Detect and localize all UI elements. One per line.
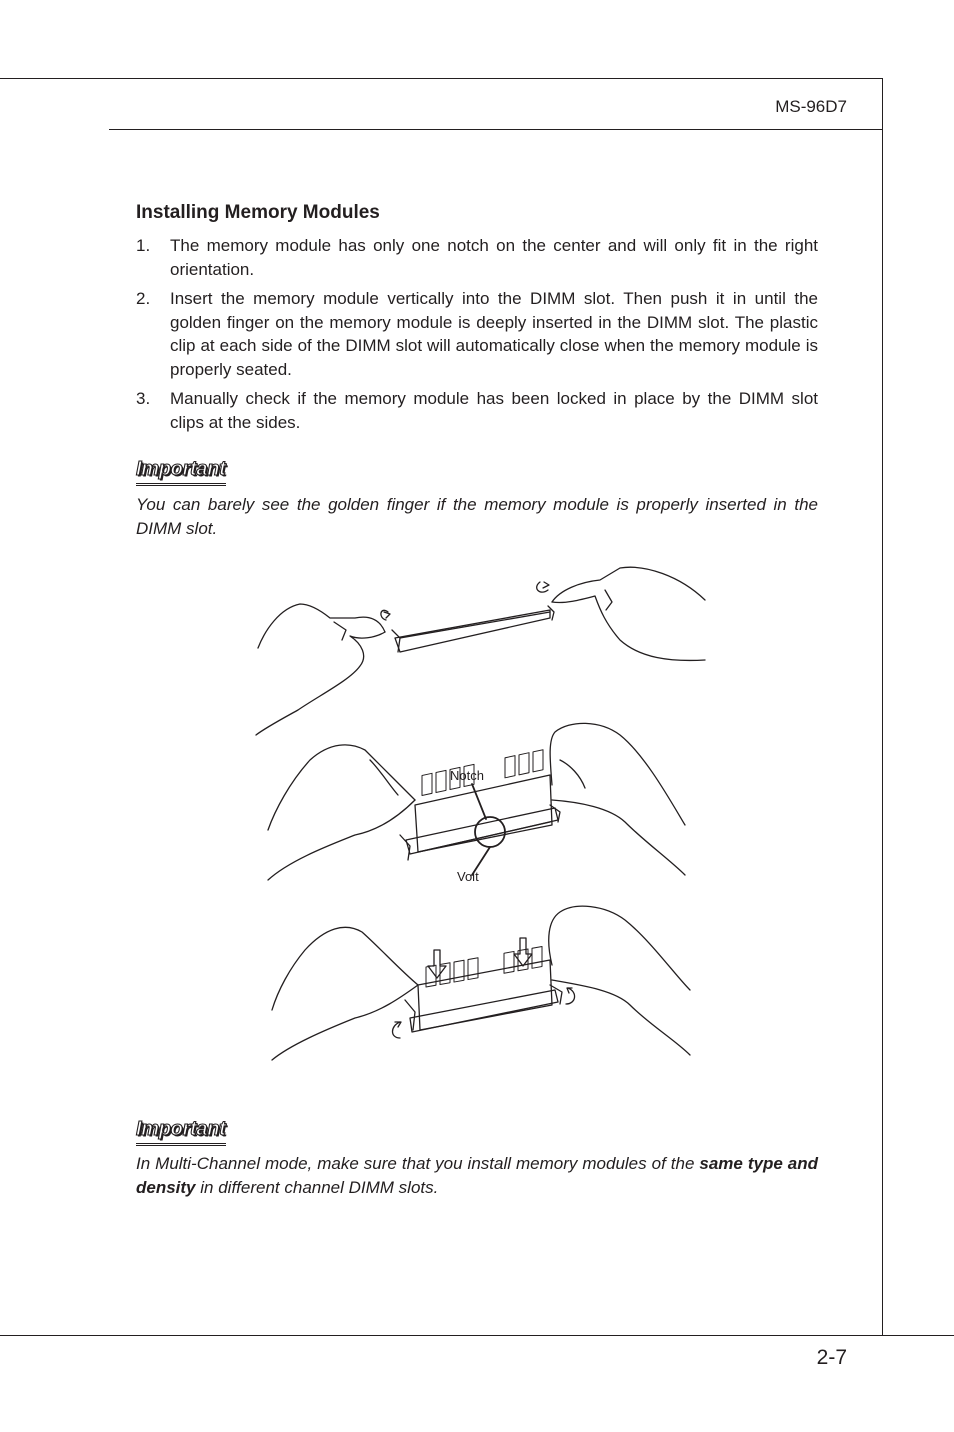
module-alignment-drawing xyxy=(268,723,685,880)
step-number: 3. xyxy=(136,389,151,408)
note-emphasis: same type and density xyxy=(136,1154,819,1197)
footer-rule xyxy=(0,1335,954,1336)
installation-section xyxy=(136,200,818,440)
important-note xyxy=(136,1152,818,1199)
open-slot-drawing xyxy=(256,567,705,735)
step-item xyxy=(136,387,818,434)
top-rule xyxy=(0,78,883,79)
step-text: The memory module has only one notch on the center and will only fit in the right orientation. xyxy=(170,236,818,279)
step-number: 2. xyxy=(136,289,151,308)
steps-list xyxy=(136,234,818,434)
header-rule xyxy=(109,129,883,130)
model-number: MS-96D7 xyxy=(775,97,847,116)
note-text: in different channel DIMM slots. xyxy=(195,1177,439,1197)
illustration-svg xyxy=(250,560,710,1070)
step-text: Manually check if the memory module has been locked in place by the DIMM slot clips at the sides. xyxy=(170,389,818,432)
right-margin-rule xyxy=(882,78,883,1336)
step-item xyxy=(136,287,818,381)
volt-label: Volt xyxy=(457,869,479,884)
module-insertion-drawing xyxy=(272,906,690,1060)
notch-label: Notch xyxy=(450,768,484,783)
important-heading: Important xyxy=(136,457,226,486)
section-title: Installing Memory Modules xyxy=(136,202,380,223)
step-text: Insert the memory module vertically into the DIMM slot. Then push it in until the golden finger on the memory module is deeply inserted in the DIMM slot. The plastic clip at each side of the DIMM slot will automatically close when the memory module is properly seated. xyxy=(170,289,818,379)
page-number: 2-7 xyxy=(816,1346,847,1369)
dimm-installation-illustration xyxy=(250,560,710,1070)
step-number: 1. xyxy=(136,236,151,255)
note-text: In Multi-Channel mode, make sure that you install memory modules of the xyxy=(136,1154,700,1173)
important-note: You can barely see the golden finger if the memory module is properly inserted in the DIMM slot. xyxy=(136,495,818,538)
down-arrow-icon xyxy=(514,938,532,966)
important-heading: Important xyxy=(136,1117,226,1146)
step-item xyxy=(136,234,818,281)
